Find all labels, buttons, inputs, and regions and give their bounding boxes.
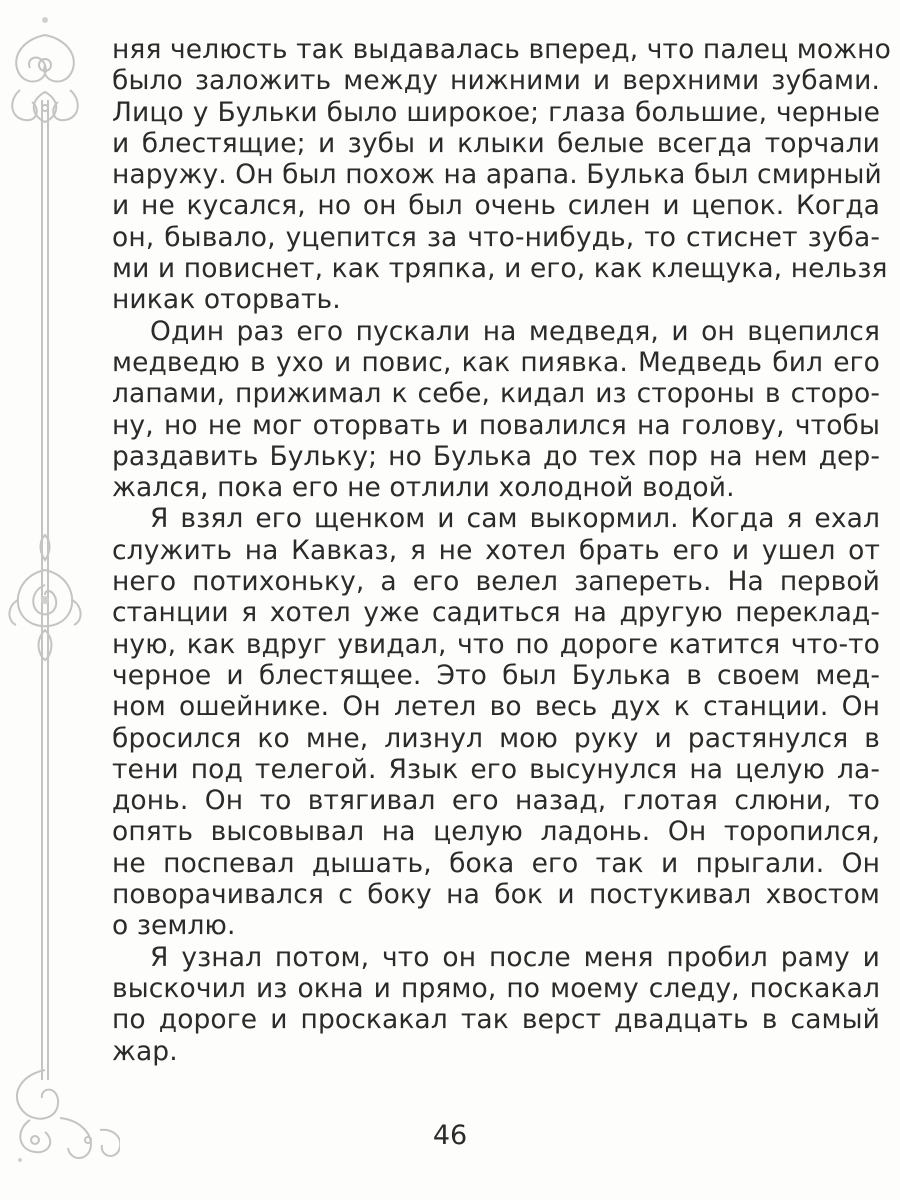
text-line: черное и блестящее. Это был Булька в своем мед- [112,659,880,691]
text-line: раздавить Бульку; но Булька до тех пор на нем дер- [112,440,880,472]
text-line: по дороге и проскакал так верст двадцать в самый [112,1004,880,1036]
text-line: Лицо у Бульки было широкое; глаза большие, черные [112,96,880,128]
story-text [112,34,891,1067]
text-line: и не кусался, но он был очень силен и цепок. Когда [112,190,880,222]
text-line: наружу. Он был похож на арапа. Булька был смирный [112,159,882,191]
text-line: Я взял его щенком и сам выкормил. Когда я ехал [150,503,880,535]
paragraph-1 [112,34,891,316]
floral-border-ornament [0,0,120,1200]
text-line: служить на Кавказ, я не хотел брать его и ушел от [112,534,880,566]
page-number: 46 [432,1120,468,1151]
text-line: няя челюсть так выдавалась вперед, что палец можно [112,34,891,65]
paragraph-2 [112,316,880,504]
text-line: опять высовывал на целую ладонь. Он торопился, [112,816,880,848]
text-line: лапами, прижимал к себе, кидал из стороны в сторо- [112,378,880,410]
text-line: поворачивался с боку на бок и постукивал хвостом [112,879,880,911]
paragraph-3 [112,503,880,941]
text-line: ми и повиснет, как тряпка, и его, как клещука, нельзя [112,253,888,285]
text-line: не поспевал дышать, бока его так и прыгали. Он [112,847,880,879]
text-line: о землю. [112,910,236,942]
text-line: тени под телегой. Язык его высунулся на целую ла- [112,753,880,785]
text-line: выскочил из окна и прямо, по моему следу, поскакал [112,972,880,1004]
text-line: бросился ко мне, лизнул мою руку и растянулся в [112,722,880,754]
text-line: ном ошейнике. Он летел во весь дух к станции. Он [112,691,880,723]
text-line: медведю в ухо и повис, как пиявка. Медведь бил его [112,346,880,378]
text-line: Один раз его пускали на медведя, и он вцепился [150,315,880,347]
text-line: он, бывало, уцепится за что-нибудь, то стиснет зуба- [112,221,880,253]
paragraph-4 [112,942,880,1067]
text-line: него потихоньку, а его велел запереть. На первой [112,566,880,598]
text-line: жар. [112,1035,178,1067]
text-line: ну, но не мог оторвать и повалился на голову, чтобы [112,409,880,441]
text-line: жался, пока его не отлили холодной водой. [112,472,735,504]
text-line: никак оторвать. [112,284,341,316]
text-line: станции я хотел уже садиться на другую переклад- [112,597,880,629]
text-line: ную, как вдруг увидал, что по дороге катится что-то [112,628,880,660]
text-line: Я узнал потом, что он после меня пробил раму и [150,941,880,973]
text-line: было заложить между нижними и верхними зубами. [112,65,880,97]
text-line: и блестящие; и зубы и клыки белые всегда торчали [112,127,880,159]
text-line: донь. Он то втягивал его назад, глотая слюни, то [112,785,880,817]
